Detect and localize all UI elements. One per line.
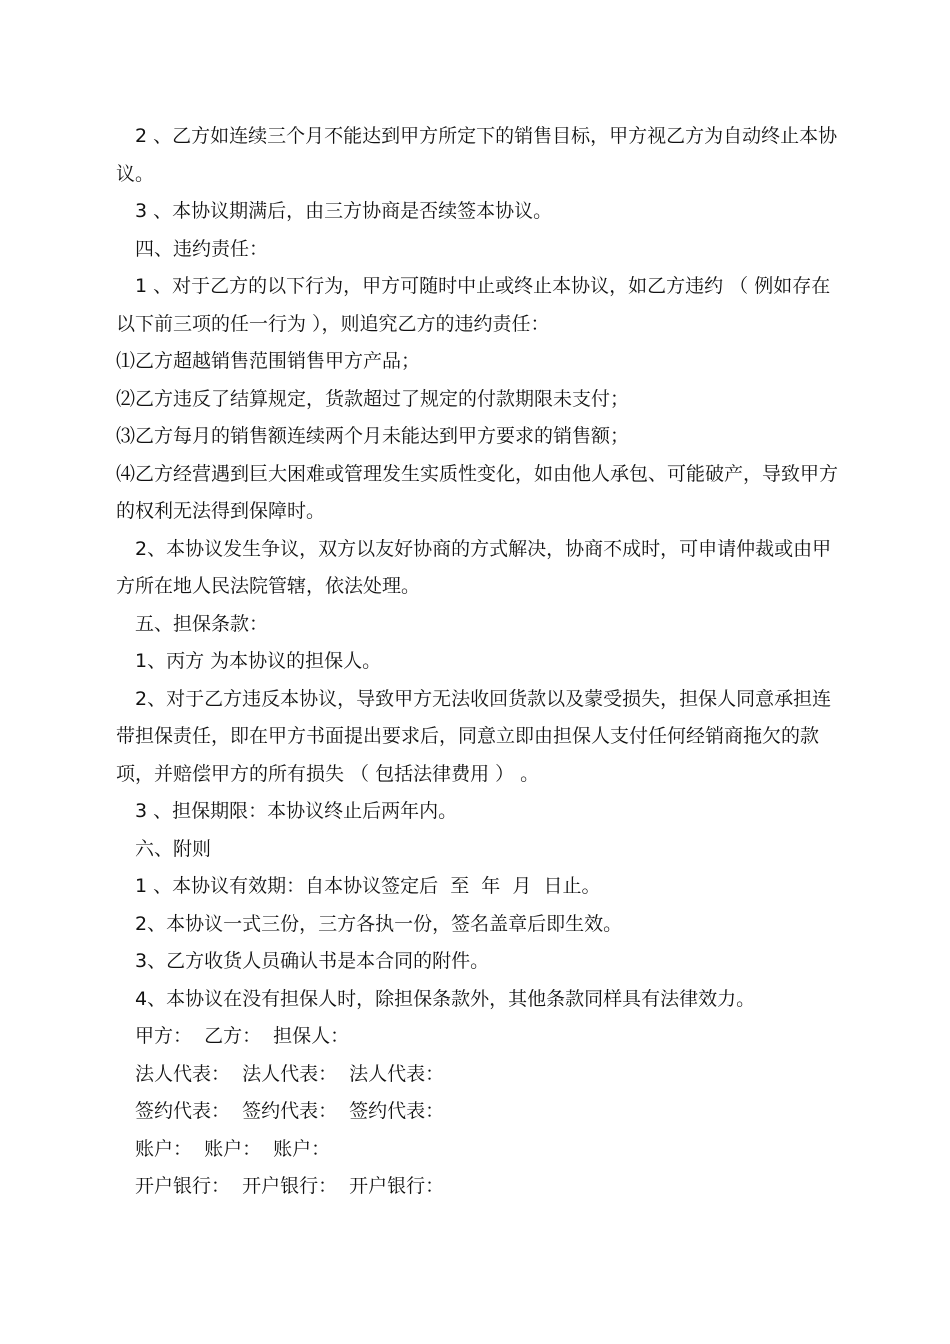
section-heading-supplementary: 六、附则 [135,837,212,860]
breach-item-4: ⑷乙方经营遇到巨大困难或管理发生实质性变化，如由他人承包、可能破产，导致甲方的权利无法得到保障时。 [116,462,839,522]
clause-guarantor: 1、丙方 为本协议的担保人。 [135,650,382,672]
signature-signing-representatives: 签约代表： 签约代表： 签约代表： [135,1100,445,1122]
clause-guarantee-liability: 2、对于乙方违反本协议，导致甲方无法收回货款以及蒙受损失，担保人同意承担连带担保责任，即在甲方书面提出要求后，同意立即由担保人支付任何经销商拖欠的款项，并赔偿甲方的所有损失 （ 包括法律费用 ） 。 [116,687,832,785]
breach-item-2: ⑵乙方违反了结算规定，货款超过了规定的付款期限未支付； [116,387,630,410]
signature-parties: 甲方： 乙方： 担保人： [135,1025,350,1047]
clause-termination-sales-target: 2 、乙方如连续三个月不能达到甲方所定下的销售目标，甲方视乙方为自动终止本协议。 [116,125,838,185]
signature-legal-representatives: 法人代表： 法人代表： 法人代表： [135,1062,445,1085]
clause-validity-period: 1 、本协议有效期：自本协议签定后 至 年 月 日止。 [135,875,601,897]
section-heading-breach: 四、违约责任： [135,237,269,260]
clause-copies: 2、本协议一式三份，三方各执一份，签名盖章后即生效。 [135,912,623,935]
clause-guarantee-period: 3 、担保期限：本协议终止后两年内。 [135,800,458,822]
clause-dispute-resolution: 2、本协议发生争议，双方以友好协商的方式解决，协商不成时，可申请仲裁或由甲方所在地人民法院管辖，依法处理。 [116,537,832,597]
breach-item-1: ⑴乙方超越销售范围销售甲方产品； [116,350,421,372]
clause-attachment: 3、乙方收货人员确认书是本合同的附件。 [135,950,490,972]
signature-accounts: 账户： 账户： 账户： [135,1137,331,1160]
breach-item-3: ⑶乙方每月的销售额连续两个月未能达到甲方要求的销售额； [116,425,630,447]
signature-banks: 开户银行： 开户银行： 开户银行： [135,1175,445,1197]
section-heading-guarantee: 五、担保条款： [135,612,269,635]
clause-breach-intro: 1 、对于乙方的以下行为，甲方可随时中止或终止本协议，如乙方违约 （ 例如存在以下前三项的任一行为 ），则追究乙方的违约责任： [116,275,831,335]
document-body [116,118,846,1206]
clause-no-guarantor: 4、本协议在没有担保人时，除担保条款外，其他条款同样具有法律效力。 [135,987,756,1010]
clause-renewal: 3 、本协议期满后，由三方协商是否续签本协议。 [135,200,553,222]
